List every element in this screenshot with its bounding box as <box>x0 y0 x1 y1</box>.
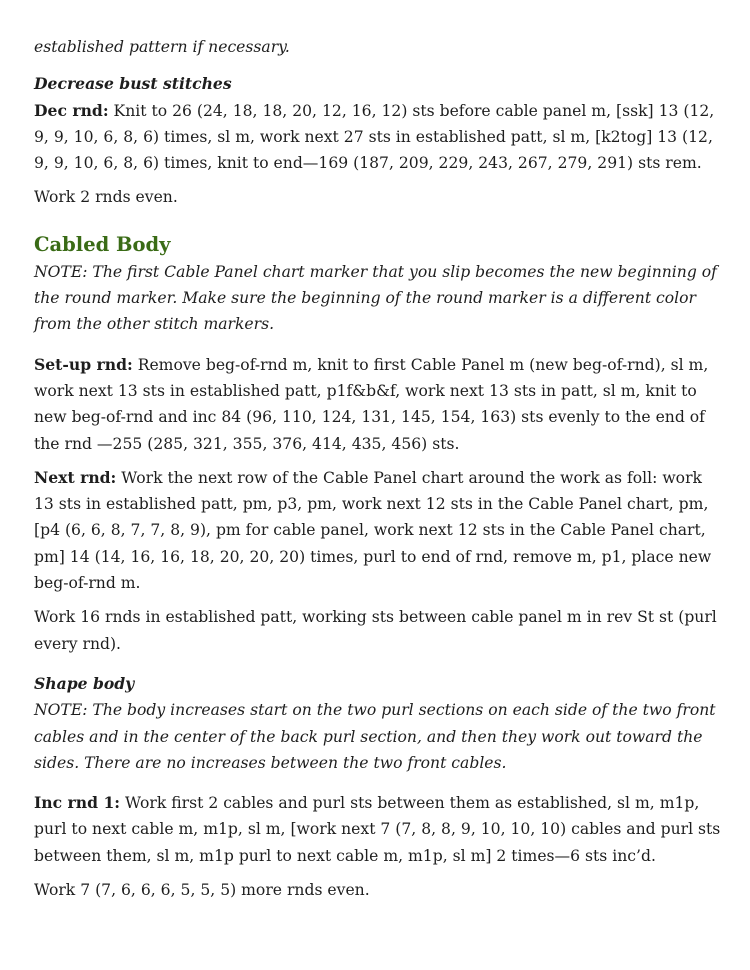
pattern-page <box>34 0 724 903</box>
dec-rnd-label: Dec rnd: <box>34 100 109 120</box>
work-2-rnds: Work 2 rnds even. <box>34 188 178 207</box>
work-7-more-rnds: Work 7 (7, 6, 6, 6, 5, 5, 5) more rnds even. <box>34 881 370 900</box>
next-rnd-label: Next rnd: <box>34 467 117 487</box>
work-16-rnds: Work 16 rnds in established patt, working sts between cable panel m in rev St st (purl every rnd). <box>34 608 717 653</box>
setup-rnd-label: Set-up rnd: <box>34 354 133 374</box>
inc-rnd-1-label: Inc rnd 1: <box>34 793 121 813</box>
next-rnd-paragraph <box>34 465 724 596</box>
intro-line: established pattern if necessary. <box>34 38 290 56</box>
decrease-heading: Decrease bust stitches <box>34 74 232 94</box>
dec-rnd-text: Knit to 26 (24, 18, 18, 20, 12, 16, 12) sts before cable panel m, [ssk] 13 (12, 9, 9, 10, 6, 8, 6) times, sl m, work next 27 sts in established patt, sl m, [k2tog] 13 (12, 9, 9, 10, 6, 8, 6) times, knit to end—169 (187, 209, 229, 243, 267, 279, 291) sts rem. <box>34 101 715 173</box>
cabled-body-note: NOTE: The first Cable Panel chart marker that you slip becomes the new beginning of the round marker. Make sure the beginning of the round marker is a different color from the other stitch markers. <box>34 262 717 334</box>
shape-body-note: NOTE: The body increases start on the two purl sections on each side of the two front cables and in the center of the back purl section, and then they work out toward the sides. There are no increases between the two front cables. <box>34 701 716 772</box>
inc-rnd-1-text: Work first 2 cables and purl sts between them as established, sl m, m1p, purl to next cable m, m1p, sl m, [work next 7 (7, 8, 8, 9, 10, 10, 10) cables and purl sts between them, sl m, m1p purl to next cable m, m1p, sl m] 2 times—6 sts inc’d. <box>34 794 721 865</box>
dec-rnd-paragraph <box>34 98 724 177</box>
inc-rnd-1-paragraph <box>34 790 724 869</box>
setup-rnd-text: Remove beg-of-rnd m, knit to first Cable Panel m (new beg-of-rnd), sl m, work next 13 sts in established patt, p1f&b&f, work next 13 sts in patt, sl m, knit to new beg-of-rnd and inc 84 (96, 110, 124, 131, 145, 154, 163) sts evenly to the end of the rnd —255 (285, 321, 355, 376, 414, 435, 456) sts. <box>34 355 709 453</box>
setup-rnd-paragraph <box>34 352 724 457</box>
shape-body-heading: Shape body <box>34 673 135 693</box>
cabled-body-title: Cabled Body <box>34 232 171 256</box>
next-rnd-text: Work the next row of the Cable Panel chart around the work as foll: work 13 sts in established patt, pm, p3, pm, work next 12 sts in the Cable Panel chart, pm, [p4 (6, 6, 8, 7, 7, 8, 9), pm for cable panel, work next 12 sts in the Cable Panel chart, pm] 14 (14, 16, 16, 18, 20, 20, 20) times, purl to end of rnd, remove m, p1, place new beg-of-rnd m. <box>34 468 712 593</box>
